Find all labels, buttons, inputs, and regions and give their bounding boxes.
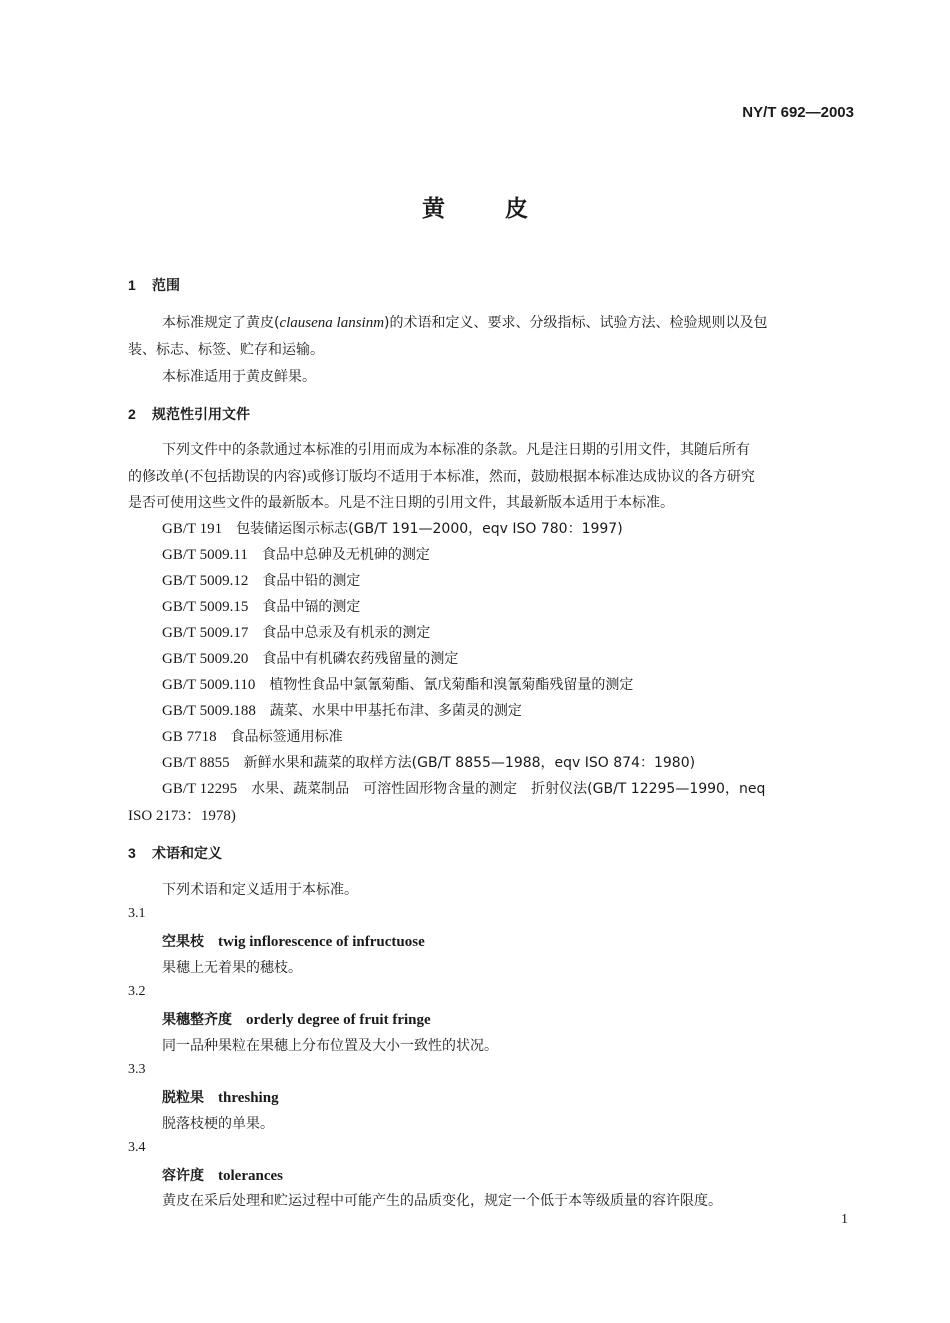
term-number: 3.3 xyxy=(128,1062,146,1077)
section-number: 2 xyxy=(128,406,136,422)
references-intro-line3: 是否可使用这些文件的最新版本。凡是不注日期的引用文件，其最新版本适用于本标准。 xyxy=(128,495,674,511)
section-heading-terms xyxy=(128,843,222,863)
terms-intro: 下列术语和定义适用于本标准。 xyxy=(162,882,358,898)
term-number: 3.2 xyxy=(128,984,146,999)
references-intro-line2: 的修改单(不包括勘误的内容)或修订版均不适用于本标准，然而，鼓励根据本标准达成协议的各方研究 xyxy=(128,469,755,485)
section-heading-scope xyxy=(128,275,180,295)
standard-code: NY/T 692—2003 xyxy=(742,104,854,121)
term-definition: 果穗上无着果的穗枝。 xyxy=(162,960,302,976)
term-number: 3.1 xyxy=(128,906,146,921)
page-number: 1 xyxy=(841,1212,848,1227)
reference-item: GB/T 12295 水果、蔬菜制品 可溶性固形物含量的测定 折射仪法(GB/T 12295—1990，neq xyxy=(162,781,766,797)
reference-item: GB 7718 食品标签通用标准 xyxy=(162,729,343,745)
term-name: 果穗整齐度 orderly degree of fruit fringe xyxy=(162,1012,431,1028)
reference-item: GB/T 5009.188 蔬菜、水果中甲基托布津、多菌灵的测定 xyxy=(162,703,522,719)
reference-item: GB/T 5009.15 食品中镉的测定 xyxy=(162,599,361,615)
term-definition: 脱落枝梗的单果。 xyxy=(162,1116,274,1132)
reference-item: GB/T 5009.11 食品中总砷及无机砷的测定 xyxy=(162,547,430,563)
section-number: 1 xyxy=(128,277,136,293)
latin-name: clausena lansinm xyxy=(279,315,385,331)
references-intro-line1: 下列文件中的条款通过本标准的引用而成为本标准的条款。凡是注日期的引用文件，其随后所有 xyxy=(162,442,750,458)
term-name: 容许度 tolerances xyxy=(162,1168,283,1184)
reference-item: GB/T 191 包装储运图示标志(GB/T 191—2000，eqv ISO 780：1997) xyxy=(162,521,623,537)
reference-item: GB/T 5009.17 食品中总汞及有机汞的测定 xyxy=(162,625,431,641)
reference-item: GB/T 5009.12 食品中铅的测定 xyxy=(162,573,361,589)
term-name: 脱粒果 threshing xyxy=(162,1090,279,1106)
term-definition: 同一品种果粒在果穗上分布位置及大小一致性的状况。 xyxy=(162,1038,498,1054)
section-title: 术语和定义 xyxy=(152,846,222,862)
reference-item-continuation: ISO 2173：1978) xyxy=(128,808,236,824)
reference-item: GB/T 8855 新鲜水果和蔬菜的取样方法(GB/T 8855—1988，eqv ISO 874：1980) xyxy=(162,755,696,771)
section-title: 范围 xyxy=(152,278,180,294)
reference-item: GB/T 5009.20 食品中有机磷农药残留量的测定 xyxy=(162,651,459,667)
reference-item: GB/T 5009.110 植物性食品中氯氰菊酯、氰戊菊酯和溴氰菊酯残留量的测定 xyxy=(162,677,634,693)
section-heading-references xyxy=(128,404,250,424)
scope-paragraph-2: 本标准适用于黄皮鲜果。 xyxy=(162,369,316,385)
term-name: 空果枝 twig inflorescence of infructuose xyxy=(162,934,425,950)
section-number: 3 xyxy=(128,845,136,861)
scope-paragraph-line1: 本标准规定了黄皮(clausena lansinm)的术语和定义、要求、分级指标、试验方法、检验规则以及包 xyxy=(162,315,768,331)
document-title: 黄皮 xyxy=(422,196,588,222)
scope-paragraph-line2: 装、标志、标签、贮存和运输。 xyxy=(128,342,324,358)
section-title: 规范性引用文件 xyxy=(152,407,250,423)
term-number: 3.4 xyxy=(128,1140,146,1155)
term-definition: 黄皮在采后处理和贮运过程中可能产生的品质变化，规定一个低于本等级质量的容许限度。 xyxy=(162,1193,722,1209)
